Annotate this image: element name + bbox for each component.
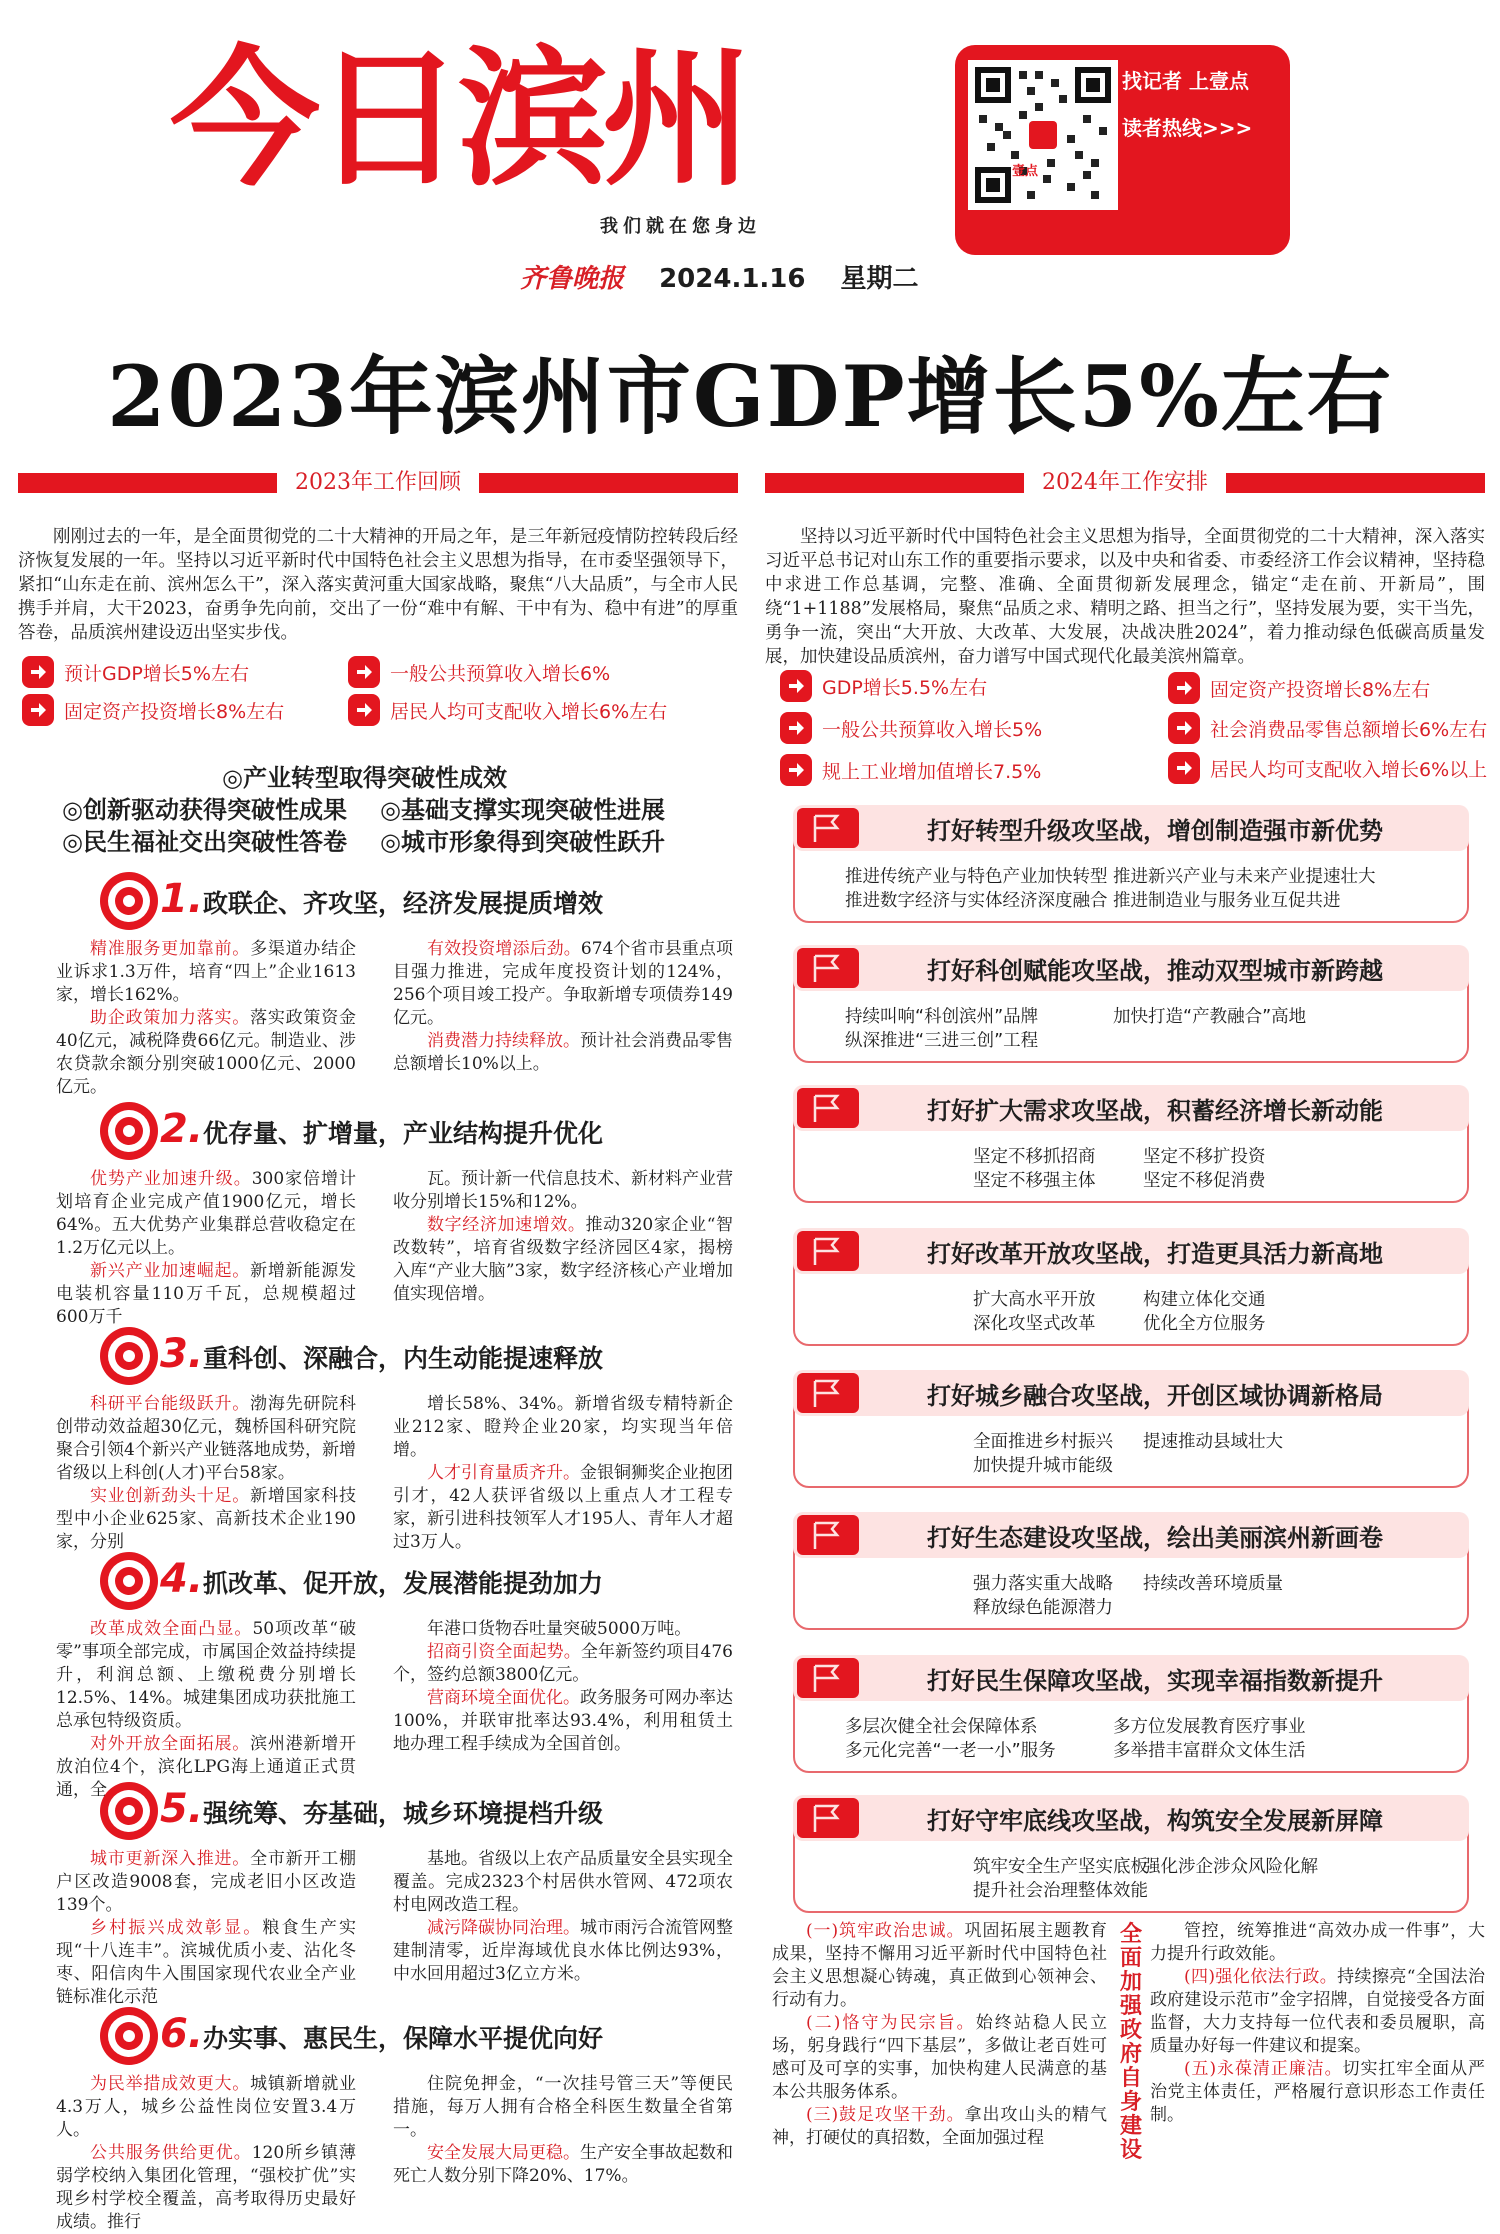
target-icon (98, 2005, 160, 2071)
paragraph (393, 1641, 733, 1687)
item-number: 1. (160, 876, 204, 922)
paragraph (772, 2104, 1107, 2150)
paragraph-text: 300家倍增计划培育企业完成产值1900亿元，增长64%。五大优势产业集群总营收稳定在1.2万亿元以上。 (56, 1169, 356, 1258)
card-line: 推进数字经济与实体经济深度融合 (845, 891, 1108, 911)
paragraph-lead: 公共服务供给更优。 (90, 2143, 252, 2163)
card-line: 构建立体化交通 (1143, 1290, 1266, 1310)
arrow-icon (1168, 752, 1200, 784)
paragraph-lead: 城市更新深入推进。 (90, 1849, 251, 1869)
item-col1 (56, 1393, 357, 1552)
target-icon (98, 870, 160, 936)
flag-icon (797, 1798, 859, 1838)
card-line: 提速推动县域壮大 (1143, 1432, 1283, 1452)
paragraph-lead: 新兴产业加速崛起。 (90, 1261, 251, 1281)
flag-icon (797, 1373, 859, 1413)
paragraph-text: 120所乡镇薄弱学校纳入集团化管理，“强校扩优”实现乡村学校全覆盖，高考取得历史最好成绩。推行 (56, 2143, 356, 2232)
paragraph-lead: 数字经济加速增效。 (427, 1215, 586, 1235)
left-indicator: 预计GDP增长5%左右 (22, 656, 249, 688)
card-line: 推进传统产业与特色产业加快转型 (845, 867, 1108, 887)
right-indicator: 固定资产投资增长8%左右 (1168, 672, 1430, 704)
target-icon (98, 1780, 160, 1846)
item-title (160, 1556, 603, 1602)
paragraph (1150, 1920, 1485, 1966)
card-line: 多举措丰富群众文体生活 (1113, 1741, 1306, 1761)
paragraph-lead: 营商环境全面优化。 (427, 1688, 580, 1708)
right-indicator: GDP增长5.5%左右 (780, 670, 987, 702)
paragraph-text: 推动320家企业“智改数转”，培育省级数字经济园区4家，揭榜入库“产业大脑”3家，数字经济核心产业增加值实现倍增。 (393, 1215, 733, 1304)
card-line: 纵深推进“三进三创”工程 (845, 1031, 1039, 1051)
paragraph-text: 金银铜狮奖企业抱团引才，42人获评省级以上重点人才工程专家，新引进科技领军人才195人、青年人才超过3万人。 (393, 1463, 733, 1552)
left-indicator: 居民人均可支配收入增长6%左右 (348, 694, 667, 726)
paragraph-text: 粮食生产实现“十八连丰”。滨城优质小麦、沾化冬枣、阳信肉牛入围国家现代农业全产业链标准化示范 (56, 1918, 357, 2007)
task-card (793, 1512, 1469, 1632)
item-title (160, 2011, 603, 2057)
paragraph-lead: 优势产业加速升级。 (90, 1169, 252, 1189)
paragraph-text: 多渠道办结企业诉求1.3万件，培育“四上”企业1613家，增长162%。 (56, 939, 357, 1005)
left-indicator: 固定资产投资增长8%左右 (22, 694, 284, 726)
headline: 2023年滨州市GDP增长5%左右 (107, 347, 1393, 446)
paragraph-text: 50项改革“破零”事项全部完成，市属国企效益持续提升，利润总额、上缴税费分别增长12.5%、14%。城建集团成功获批施工总承包特级资质。 (56, 1619, 357, 1731)
flag-icon (797, 1231, 859, 1271)
paragraph-text: 674个省市县重点项目强力推进，完成年度投资计划的124%，256个项目竣工投产。争取新增专项债券149亿元。 (393, 939, 733, 1028)
paragraph-text: 切实扛牢全面从严治党主体责任，严格履行意识形态工作责任制。 (1150, 2059, 1486, 2125)
arrow-icon (1168, 672, 1200, 704)
target-icon (98, 1100, 160, 1166)
card-line: 全面推进乡村振兴 (973, 1432, 1113, 1452)
item-number: 5. (160, 1786, 204, 1832)
paragraph-lead: 人才引育量质齐升。 (427, 1463, 580, 1483)
paragraph-text: 全年新签约项目476个，签约总额3800亿元。 (393, 1642, 733, 1685)
masthead-title: 今日滨州 (170, 33, 747, 207)
item-heading: 政联企、齐攻坚，经济发展提质增效 (203, 889, 604, 918)
highlight-line: ◎城市形象得到突破性跃升 (380, 827, 665, 856)
gov-column-1 (772, 1920, 1107, 2190)
card-line: 坚定不移扩投资 (1143, 1147, 1266, 1167)
left-indicator: 一般公共预算收入增长6% (348, 656, 610, 688)
paragraph (393, 1393, 733, 1462)
paragraph (393, 1848, 733, 1917)
card-line: 加快提升城市能级 (973, 1456, 1113, 1476)
item-title (160, 1786, 603, 1832)
paragraph-text: 全市新开工棚户区改造9008套，完成老旧小区改造139个。 (56, 1849, 357, 1915)
paragraph-text: 城市雨污合流管网整建制清零，近岸海域优良水体比例达93%，中水回用超过3亿立方米。 (393, 1918, 733, 1984)
card-title: 打好扩大需求攻坚战，积蓄经济增长新动能 (927, 1096, 1383, 1125)
flag-icon (797, 1515, 859, 1555)
item-number: 4. (160, 1556, 204, 1602)
item-heading: 优存量、扩增量，产业结构提升优化 (203, 1119, 604, 1148)
paragraph (56, 1007, 356, 1099)
paragraph (772, 2012, 1107, 2104)
paragraph (56, 1260, 356, 1329)
item-col1 (56, 1848, 357, 2007)
right-intro: 坚持以习近平新时代中国特色社会主义思想为指导，全面贯彻党的二十大精神，深入落实习近平总书记对山东工作的重要指示要求，以及中央和省委、市委经济工作会议精神，坚持稳中求进工作总基调，完整、准确、全面贯彻新发展理念，锚定“走在前、开新局”，围绕“1+1188”发展格局，聚焦“品质之求、精明之路、担当之行”，坚持发展为要，实干当先，勇争一流，突出“大开放、大改革、大发展，决战决胜2024”，着力推动绿色低碳高质量发展，加快建设品质滨州，奋力谱写中国式现代化最美滨州篇章。 (765, 527, 1485, 667)
paragraph-text: 生产安全事故起数和死亡人数分别下降20%、17%。 (393, 2143, 733, 2186)
flag-icon (797, 808, 859, 848)
flag-icon (797, 1088, 859, 1128)
paragraph-text: 增长58%、34%。新增省级专精特新企业212家、瞪羚企业20家，均实现当年倍增。 (393, 1394, 733, 1460)
paragraph-text: 新增新能源发电装机容量110万千瓦，总规模超过600万千 (56, 1261, 357, 1327)
arrow-icon (22, 694, 54, 726)
paragraph-lead: 精准服务更加靠前。 (90, 939, 251, 959)
right-indicator: 社会消费品零售总额增长6%左右 (1168, 712, 1487, 744)
paragraph (56, 1485, 356, 1554)
paragraph-lead: 科研平台能级跃升。 (90, 1394, 251, 1414)
paragraph-lead: 为民举措成效更大。 (90, 2074, 251, 2094)
gov-column-2 (1150, 1920, 1485, 2190)
paragraph-lead: 消费潜力持续释放。 (427, 1031, 580, 1051)
card-title: 打好守牢底线攻坚战，构筑安全发展新屏障 (927, 1806, 1383, 1835)
paragraph (56, 2073, 356, 2142)
task-card (793, 1228, 1469, 1348)
right-indicator: 一般公共预算收入增长5% (780, 712, 1042, 744)
flag-icon (797, 1658, 859, 1698)
paragraph (56, 1848, 356, 1917)
right-indicator: 居民人均可支配收入增长6%以上 (1168, 752, 1487, 784)
paragraph-lead: (五)永葆清正廉洁。 (1184, 2059, 1343, 2079)
arrow-icon (348, 694, 380, 726)
task-card (793, 945, 1469, 1065)
paragraph-lead: (一)筑牢政治忠诚。 (806, 1921, 965, 1941)
card-line: 持续叫响“科创滨州”品牌 (845, 1007, 1039, 1027)
paragraph (56, 1393, 356, 1485)
paragraph-text: 政务服务可网办率达100%，并联审批率达93.4%，利用租赁土地办理工程手续成为全国首创。 (393, 1688, 733, 1754)
item-title (160, 1331, 603, 1377)
item-col2 (393, 938, 733, 1088)
paragraph-text: 预计社会消费品零售总额增长10%以上。 (393, 1031, 733, 1074)
card-line: 强力落实重大战略 (973, 1574, 1113, 1594)
qr-label: 壹点 (1012, 164, 1039, 179)
right-section-label: 2024年工作安排 (1024, 470, 1226, 495)
hotline-link[interactable]: 读者热线>>> (1122, 116, 1253, 140)
paragraph-text: 住院免押金，“一次挂号管三天”等便民措施，每万人拥有合格全科医生数量全省第一。 (393, 2074, 733, 2140)
card-line: 推进制造业与服务业互促共进 (1113, 891, 1341, 911)
card-line: 加快打造“产教融合”高地 (1113, 1007, 1307, 1027)
hotline-slogan: 找记者 上壹点 (1122, 69, 1249, 93)
item-number: 2. (160, 1106, 204, 1152)
paragraph-text: 年港口货物吞吐量突破5000万吨。 (427, 1619, 692, 1639)
item-number: 3. (160, 1331, 204, 1377)
highlight-line: ◎创新驱动获得突破性成果 (62, 795, 347, 824)
paragraph (56, 1618, 356, 1733)
right-indicator: 规上工业增加值增长7.5% (780, 754, 1041, 786)
card-line: 深化攻坚式改革 (973, 1314, 1096, 1334)
highlight-line: ◎基础支撑实现突破性进展 (380, 795, 665, 824)
paragraph-text: 始终站稳人民立场，躬身践行“四下基层”，多做让老百姓可感可及可享的实事，加快构建人民满意的基本公共服务体系。 (772, 2013, 1108, 2102)
item-heading: 重科创、深融合，内生动能提速释放 (203, 1344, 604, 1373)
paragraph-text: 拿出攻山头的精气神，打硬仗的真招数，全面加强过程 (772, 2105, 1108, 2148)
paragraph-text: 渤海先研院科创带动效益超30亿元，魏桥国科研究院聚合引领4个新兴产业链落地成势，新增省级以上科创(人才)平台58家。 (56, 1394, 357, 1483)
arrow-icon (780, 670, 812, 702)
gov-vertical-title: 全面加强政府自身建设 (1119, 1921, 1142, 2163)
card-title: 打好生态建设攻坚战，绘出美丽滨州新画卷 (927, 1523, 1383, 1552)
card-line: 多层次健全社会保障体系 (845, 1717, 1038, 1737)
paragraph-lead: 招商引资全面起势。 (427, 1642, 581, 1662)
left-intro: 刚刚过去的一年，是全面贯彻党的二十大精神的开局之年，是三年新冠疫情防控转段后经济恢复发展的一年。坚持以习近平新时代中国特色社会主义思想为指导，在市委坚强领导下，紧扣“山东走在前、滨州怎么干”，深入落实黄河重大国家战略，聚焦“八大品质”，与全市人民携手并肩，大干2023，奋勇争先向前，交出了一份“难中有解、干中有为、稳中有进”的厚重答卷，品质滨州建设迈出坚实步伐。 (18, 527, 738, 643)
flag-icon (797, 948, 859, 988)
paragraph (393, 2073, 733, 2142)
item-title (160, 876, 603, 922)
item-title (160, 1106, 603, 1152)
item-col2 (393, 1168, 733, 1318)
issue-date: 2024.1.16 (659, 264, 806, 294)
task-card (793, 805, 1469, 925)
dateline (520, 258, 919, 295)
paragraph-lead: 改革成效全面凸显。 (90, 1619, 253, 1639)
paragraph-lead: (二)恪守为民宗旨。 (806, 2013, 976, 2033)
item-number: 6. (160, 2011, 204, 2057)
paragraph-text: 新增国家科技型中小企业625家、高新技术企业190家，分别 (56, 1486, 357, 1552)
paragraph-text: 巩固拓展主题教育成果，坚持不懈用习近平新时代中国特色社会主义思想凝心铸魂，真正做到心领神会、行动有力。 (772, 1921, 1108, 2010)
item-col2 (393, 2073, 733, 2223)
paragraph-lead: 减污降碳协同治理。 (427, 1918, 580, 1938)
arrow-icon (1168, 712, 1200, 744)
item-heading: 抓改革、促开放，发展潜能提劲加力 (203, 1569, 604, 1598)
paragraph-text: 管控，统筹推进“高效办成一件事”，大力提升行政效能。 (1150, 1921, 1485, 1964)
card-line: 坚定不移抓招商 (973, 1147, 1096, 1167)
left-section-label: 2023年工作回顾 (277, 470, 479, 495)
arrow-icon (780, 754, 812, 786)
item-col2 (393, 1393, 733, 1552)
arrow-icon (22, 656, 54, 688)
card-line: 坚定不移强主体 (973, 1171, 1096, 1191)
card-line: 扩大高水平开放 (973, 1290, 1096, 1310)
card-line: 多元化完善“一老一小”服务 (845, 1741, 1056, 1761)
card-title: 打好科创赋能攻坚战，推动双型城市新跨越 (927, 956, 1383, 985)
paragraph (393, 1687, 733, 1756)
arrow-icon (780, 712, 812, 744)
card-line: 持续改善环境质量 (1143, 1574, 1283, 1594)
paragraph-lead: (四)强化依法行政。 (1184, 1967, 1338, 1987)
paragraph-lead: 助企政策加力落实。 (90, 1008, 251, 1028)
item-col1 (56, 1168, 357, 1327)
arrow-icon (348, 656, 380, 688)
paragraph-text: 基地。省级以上农产品质量安全县实现全覆盖。完成2323个村居供水管网、472项农村电网改造工程。 (393, 1849, 733, 1915)
paragraph (1150, 1966, 1485, 2058)
task-card (793, 1085, 1469, 1205)
paragraph (393, 1462, 733, 1554)
target-icon (98, 1550, 160, 1616)
qr-code-icon[interactable] (975, 67, 1111, 203)
paragraph-lead: 乡村振兴成效彰显。 (90, 1918, 263, 1938)
item-col2 (393, 1848, 733, 1998)
card-line: 推进新兴产业与未来产业提速壮大 (1113, 867, 1376, 887)
highlight-line: ◎民生福祉交出突破性答卷 (62, 827, 347, 856)
card-title: 打好改革开放攻坚战，打造更具活力新高地 (927, 1239, 1383, 1268)
paragraph (56, 1917, 356, 2009)
task-card (793, 1655, 1469, 1775)
paragraph (1150, 2058, 1485, 2127)
paragraph (56, 938, 356, 1007)
card-line: 坚定不移促消费 (1143, 1171, 1266, 1191)
target-icon (98, 1325, 160, 1391)
paragraph-lead: 安全发展大局更稳。 (427, 2143, 580, 2163)
masthead-slogan: 我们就在您身边 (600, 216, 761, 237)
paragraph (393, 2142, 733, 2188)
item-heading: 强统筹、夯基础，城乡环境提档升级 (203, 1799, 604, 1828)
paragraph (772, 1920, 1107, 2012)
paragraph (393, 1214, 733, 1306)
paragraph-text: 城镇新增就业4.3万人，城乡公益性岗位安置3.4万人。 (56, 2074, 357, 2140)
item-col1 (56, 938, 357, 1097)
item-col1 (56, 1618, 357, 1800)
paragraph (393, 1168, 733, 1214)
paragraph (393, 1917, 733, 1986)
paragraph (56, 2142, 356, 2234)
issue-weekday: 星期二 (840, 264, 919, 294)
card-line: 多方位发展教育医疗事业 (1113, 1717, 1306, 1737)
paragraph-text: 落实政策资金40亿元，减税降费66亿元。制造业、涉农贷款余额分别突破1000亿元、2000亿元。 (56, 1008, 357, 1097)
paragraph-text: 持续擦亮“全国法治政府建设示范市”金字招牌，自觉接受各方面监督，大力支持每一位代表和委员履职，高质量办好每一件建议和提案。 (1150, 1967, 1485, 2056)
card-line: 强化涉企涉众风险化解 (1143, 1857, 1318, 1877)
paragraph (56, 1168, 356, 1260)
paragraph-lead: 对外开放全面拓展。 (90, 1734, 251, 1754)
card-line: 提升社会治理整体效能 (973, 1881, 1148, 1901)
task-card (793, 1370, 1469, 1490)
item-col1 (56, 2073, 357, 2232)
card-title: 打好转型升级攻坚战，增创制造强市新优势 (927, 816, 1383, 845)
item-heading: 办实事、惠民生，保障水平提优向好 (203, 2024, 604, 2053)
paragraph (393, 938, 733, 1030)
paragraph-lead: (三)鼓足攻坚干劲。 (806, 2105, 965, 2125)
task-card (793, 1795, 1469, 1915)
card-line: 释放绿色能源潜力 (973, 1598, 1113, 1618)
card-line: 优化全方位服务 (1143, 1314, 1266, 1334)
paragraph-text: 瓦。预计新一代信息技术、新材料产业营收分别增长15%和12%。 (393, 1169, 733, 1212)
card-title: 打好民生保障攻坚战，实现幸福指数新提升 (927, 1666, 1383, 1695)
card-title: 打好城乡融合攻坚战，开创区域协调新格局 (927, 1381, 1383, 1410)
paragraph (393, 1030, 733, 1076)
card-line: 筑牢安全生产坚实底板 (973, 1857, 1148, 1877)
paragraph-lead: 实业创新劲头十足。 (90, 1486, 251, 1506)
item-col2 (393, 1618, 733, 1768)
highlight-line: ◎产业转型取得突破性成效 (222, 763, 507, 792)
paragraph-text: 滨州港新增开放泊位4个，滨化LPG海上通道正式贯通，全 (56, 1734, 357, 1800)
paragraph (393, 1618, 733, 1641)
newspaper-brand: 齐鲁晚报 (520, 264, 625, 294)
paragraph-lead: 有效投资增添后劲。 (427, 939, 581, 959)
